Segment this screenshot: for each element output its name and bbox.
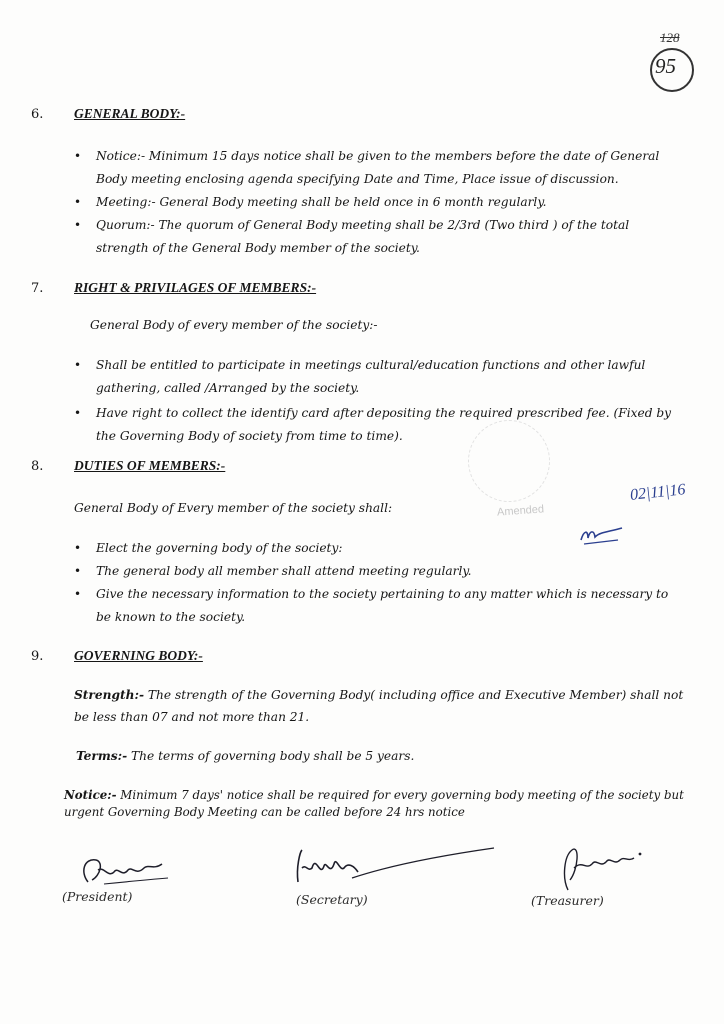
treasurer-label: (Treasurer) (531, 893, 604, 908)
list-item: • Quorum:- The quorum of General Body meeting shall be 2/3rd (Two third ) of the total strength of the General Body member of the society. (74, 214, 674, 260)
section-heading: DUTIES OF MEMBERS:- (74, 458, 226, 473)
bullet-list (74, 145, 674, 260)
bullet-list (74, 354, 674, 448)
faint-seal (468, 420, 550, 502)
amendment-date: 02|11|16 (629, 481, 687, 504)
secretary-signature (288, 842, 498, 892)
stamp-number: 95 (655, 54, 676, 78)
section-number: 9. (31, 649, 44, 664)
treasurer-signature (548, 840, 648, 895)
terms-text: The terms of governing body shall be 5 years. (127, 749, 415, 763)
list-item: • Have right to collect the identify card after depositing the required prescribed fee. (Fixed by the Governing Body of society from time to time). (74, 402, 674, 448)
list-item: • Give the necessary information to the society pertaining to any matter which is necessary to be known to the society. (74, 583, 674, 629)
list-item: • Elect the governing body of the society: (74, 537, 674, 560)
section-intro: General Body of Every member of the society shall: (74, 501, 393, 515)
strength-paragraph (74, 684, 684, 728)
strength-label: Strength:- (74, 688, 145, 702)
list-item: • Shall be entitled to participate in meetings cultural/education functions and other lawful gathering, called /Arranged by the society. (74, 354, 674, 400)
stamp-top-number: 128 (660, 30, 680, 45)
strength-text: The strength of the Governing Body( including office and Executive Member) shall not be less than 07 and not more than 21. (74, 688, 684, 724)
bullet-list (74, 537, 674, 629)
section-heading: RIGHT & PRIVILAGES OF MEMBERS:- (74, 280, 317, 295)
amended-stamp: Amended (496, 503, 545, 519)
section-number: 6. (31, 107, 44, 122)
president-signature (74, 852, 174, 892)
notice-label: Notice:- (64, 788, 117, 802)
secretary-label: (Secretary) (296, 892, 368, 907)
list-item: • Meeting:- General Body meeting shall be held once in 6 month regularly. (74, 191, 674, 214)
initials-mark (578, 522, 628, 546)
notice-text: Minimum 7 days' notice shall be required for every governing body meeting of the society but urgent Governing Body Meeting can be called before 24 hrs notice (64, 788, 684, 819)
section-intro: General Body of every member of the society:- (90, 318, 378, 332)
terms-paragraph (76, 745, 676, 767)
list-item: • Notice:- Minimum 15 days notice shall be given to the members before the date of General Body meeting enclosing agenda specifying Date and Time, Place issue of discussion. (74, 145, 674, 191)
section-number: 8. (31, 459, 44, 474)
section-heading: GENERAL BODY:- (74, 106, 186, 121)
terms-label: Terms:- (76, 749, 128, 763)
section-number: 7. (31, 281, 44, 296)
page-number-stamp (648, 30, 696, 94)
president-label: (President) (62, 889, 133, 904)
notice-paragraph (64, 787, 684, 821)
list-item: • The general body all member shall attend meeting regularly. (74, 560, 674, 583)
section-heading: GOVERNING BODY:- (74, 648, 203, 663)
